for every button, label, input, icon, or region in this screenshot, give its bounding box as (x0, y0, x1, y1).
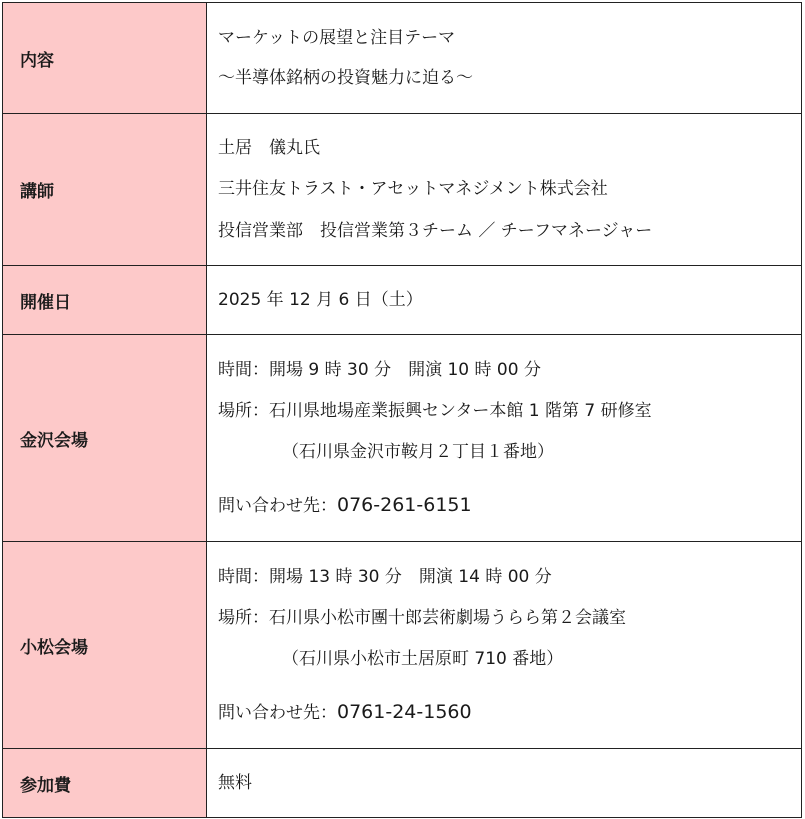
kanazawa-contact-label: 問い合わせ先： (218, 495, 337, 516)
komatsu-time: 時間：開場 13 時 30 分 開演 14 時 00 分 (218, 566, 552, 587)
komatsu-place: 場所：石川県小松市團十郎芸術劇場うらら第２会議室 (218, 607, 626, 628)
row-value-lecturer (207, 114, 802, 266)
table-row-kanazawa (3, 335, 802, 542)
row-value-date (207, 266, 802, 335)
seminar-subtitle: ～半導体銘柄の投資魅力に迫る～ (218, 67, 473, 88)
participation-fee: 無料 (218, 772, 252, 793)
komatsu-address: （石川県小松市土居原町 710 番地） (282, 649, 564, 670)
lecturer-company: 三井住友トラスト・アセットマネジメント株式会社 (218, 179, 608, 200)
row-label-komatsu: 小松会場 (3, 542, 207, 749)
row-label-date: 開催日 (3, 266, 207, 335)
row-label-fee: 参加費 (3, 749, 207, 818)
kanazawa-phone[interactable]: 076-261-6151 (337, 493, 472, 516)
lecturer-position: 投信営業部 投信営業第３チーム ／ チーフマネージャー (218, 220, 653, 241)
komatsu-phone[interactable]: 0761-24-1560 (337, 700, 472, 723)
komatsu-contact (218, 701, 801, 724)
kanazawa-address: （石川県金沢市鞍月２丁目１番地） (282, 442, 554, 463)
table-row-date (3, 266, 802, 335)
table-row-lecturer (3, 114, 802, 266)
kanazawa-place: 場所：石川県地場産業振興センター本館 1 階第 7 研修室 (218, 400, 652, 421)
row-value-content (207, 3, 802, 114)
table-row-fee (3, 749, 802, 818)
event-date: 2025 年 12 月 6 日（土） (218, 289, 423, 310)
seminar-title: マーケットの展望と注目テーマ (218, 28, 456, 49)
seminar-info-table (2, 2, 802, 818)
kanazawa-contact (218, 494, 801, 517)
row-label-kanazawa: 金沢会場 (3, 335, 207, 542)
table-row-komatsu (3, 542, 802, 749)
row-value-kanazawa (207, 335, 802, 542)
row-label-lecturer: 講師 (3, 114, 207, 266)
row-value-komatsu (207, 542, 802, 749)
row-label-content: 内容 (3, 3, 207, 114)
komatsu-contact-label: 問い合わせ先： (218, 702, 337, 723)
lecturer-name: 土居 儀丸氏 (218, 137, 320, 158)
row-value-fee (207, 749, 802, 818)
table-row-content (3, 3, 802, 114)
kanazawa-time: 時間：開場 9 時 30 分 開演 10 時 00 分 (218, 359, 541, 380)
